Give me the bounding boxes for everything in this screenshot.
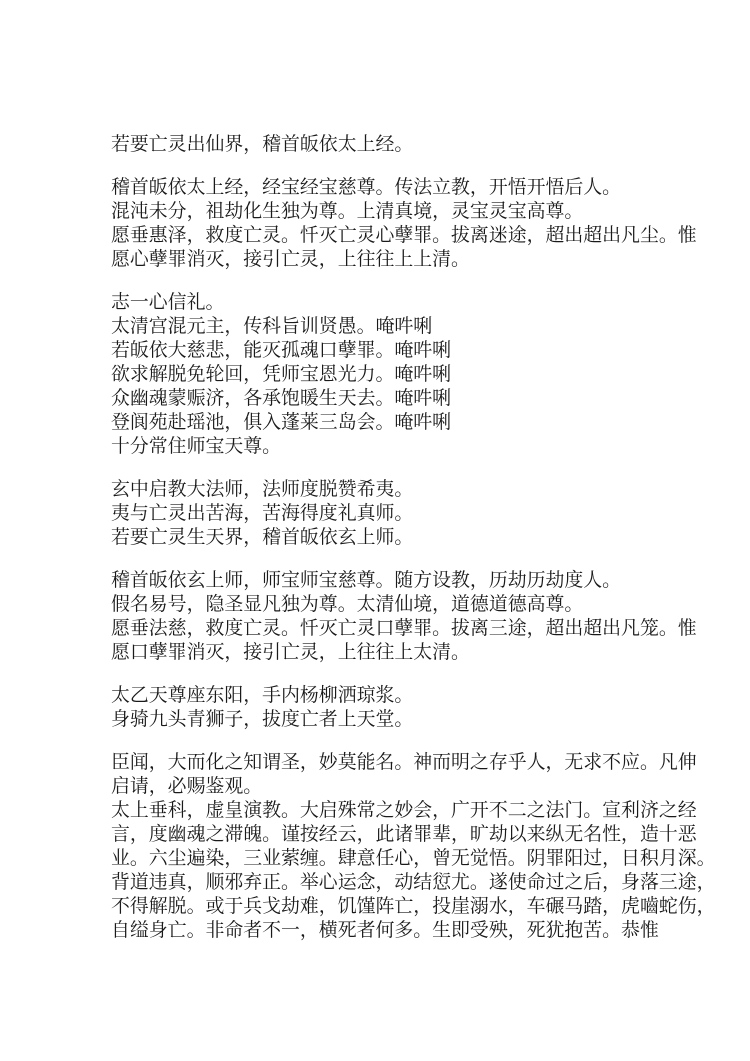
- text-line: 稽首皈依玄上师，师宝师宝慈尊。随方设教，历劫历劫度人。: [111, 569, 622, 591]
- text-line: 若要亡灵生天界，稽首皈依玄上师。: [111, 526, 414, 548]
- text-line: 混沌未分，祖劫化生独为尊。上清真境，灵宝灵宝高尊。: [111, 200, 584, 222]
- paragraph-taishang-jing: [111, 175, 697, 271]
- text-line: 愿心孽罪消灭，接引亡灵，上往往上上清。: [111, 248, 470, 270]
- paragraph-xuanzhong-fashi: [111, 477, 643, 549]
- text-line: 太清宫混元主，传科旨训贤愚。唵吽唎: [111, 315, 433, 337]
- text-line: 背道违真，顺邪弃正。举心运念，动结愆尤。遂使命过之后，身落三途，: [111, 871, 716, 893]
- paragraph-taiyi-tianzun: [111, 683, 643, 731]
- text-line: 不得解脱。或于兵戈劫难，饥馑阵亡，投崖溺水，车碾马踏，虎嚙蛇伤，: [111, 895, 716, 917]
- text-line: 若皈依大慈悲，能灭孤魂口孽罪。唵吽唎: [111, 339, 452, 361]
- text-line: 身骑九头青狮子，拔度亡者上天堂。: [111, 708, 414, 730]
- text-line: 太乙天尊座东阳，手内杨柳洒琼浆。: [111, 684, 414, 706]
- text-line: 夷与亡灵出苦海，苦海得度礼真师。: [111, 502, 414, 524]
- text-line: 自缢身亡。非命者不一，横死者何多。生即受殃，死犹抱苦。恭惟: [111, 919, 659, 941]
- text-line: 登阆苑赴瑶池，俱入蓬莱三岛会。唵吽唎: [111, 411, 452, 433]
- paragraph-zhiyi-xinli: [111, 290, 643, 458]
- text-line: 言，度幽魂之滞魄。谨按经云，此诸罪辈，旷劫以来纵无名性，造十恶: [111, 823, 697, 845]
- text-line: 愿垂法慈，救度亡灵。忏灭亡灵口孽罪。拔离三途，超出超出凡笼。惟: [111, 617, 697, 639]
- document-page: [111, 132, 716, 961]
- text-line: 业。六尘遍染，三业萦缠。肆意任心，曾无觉悟。阴罪阳过，日积月深。: [111, 847, 716, 869]
- text-line: 太上垂科，虚皇演教。大启殊常之妙会，广开不二之法门。宣利济之经: [111, 799, 697, 821]
- text-line: 启请，必赐鉴观。: [111, 775, 263, 797]
- text-line: 稽首皈依太上经，经宝经宝慈尊。传法立教，开悟开悟后人。: [111, 176, 622, 198]
- text-line: 愿垂惠泽，救度亡灵。忏灭亡灵心孽罪。拔离迷途，超出超出凡尘。惟: [111, 224, 697, 246]
- text-line: 愿口孽罪消灭，接引亡灵，上往往上太清。: [111, 641, 470, 663]
- text-line: 众幽魂蒙赈济，各承饱暖生天去。唵吽唎: [111, 387, 452, 409]
- text-line: 若要亡灵出仙界，稽首皈依太上经。: [111, 133, 414, 155]
- text-line: 欲求解脱免轮回，凭师宝恩光力。唵吽唎: [111, 363, 452, 385]
- text-line: 臣闻，大而化之知谓圣，妙莫能名。神而明之存乎人，无求不应。凡伸: [111, 751, 697, 773]
- text-line: 志一心信礼。: [111, 291, 225, 313]
- text-line: 玄中启教大法师，法师度脱赞希夷。: [111, 478, 414, 500]
- paragraph-intro-verse: [111, 132, 643, 156]
- text-line: 十分常住师宝天尊。: [111, 435, 282, 457]
- text-line: 假名易号，隐圣显凡独为尊。太清仙境，道德道德高尊。: [111, 593, 584, 615]
- paragraph-xuan-shangshi: [111, 568, 697, 664]
- paragraph-chenwen: [111, 750, 716, 942]
